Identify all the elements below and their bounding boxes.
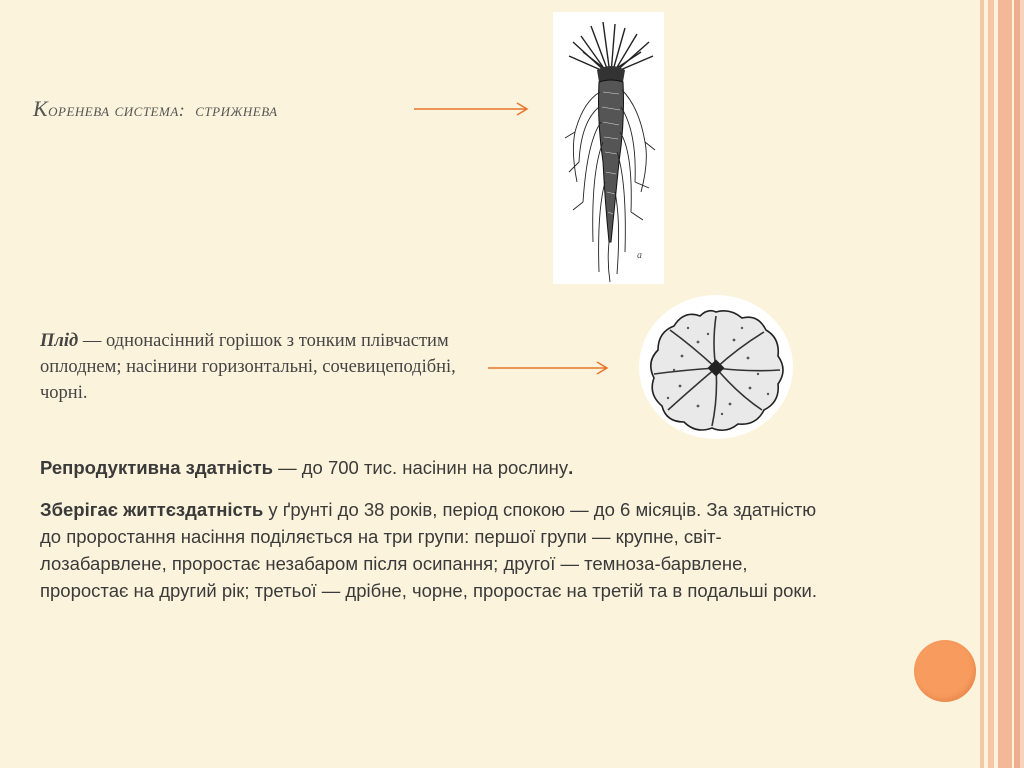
heading-label: оренева система: (48, 100, 186, 120)
decorative-stripe (980, 0, 984, 768)
fruit-text: — однонасінний горішок з тонким плівчастим оплоднем; насінини горизонтальні, сочевицеподібні, чорні. (40, 331, 456, 403)
fruit-term: Плід (40, 331, 79, 351)
viability-text: у ґрунті до 38 років, період спокою — до 6 місяців. За здатністю до проростання насіння поділяється на три групи: першої групи — крупне, світ-лозабарвлене, проростає незабаром після осипання; другої — темноза-барвлене, проростає на другий рік; третьої — дрібне, чорне, проростає на третій та в подальші роки. (40, 499, 817, 601)
arrow-icon (488, 360, 610, 376)
reproduction-text: — до 700 тис. насінин на рослину (272, 457, 569, 478)
decorative-stripe (988, 0, 994, 768)
heading-initial: К (33, 96, 49, 121)
viability-term: Зберігає життєздатність (40, 499, 264, 520)
taproot-illustration (553, 12, 664, 284)
arrow-icon (414, 101, 530, 117)
root-system-heading (33, 96, 278, 122)
decorative-stripe (998, 0, 1012, 768)
accent-circle (914, 640, 976, 702)
viability-paragraph (40, 496, 840, 604)
heading-value: стрижнева (195, 100, 278, 120)
decorative-stripe (1020, 0, 1024, 768)
figure-label: а (637, 250, 642, 261)
reproduction-period: . (568, 457, 574, 478)
seed-illustration (638, 294, 794, 440)
fruit-description (40, 328, 500, 406)
reproduction-paragraph (40, 454, 840, 481)
reproduction-term: Репродуктивна здатність (40, 457, 273, 478)
